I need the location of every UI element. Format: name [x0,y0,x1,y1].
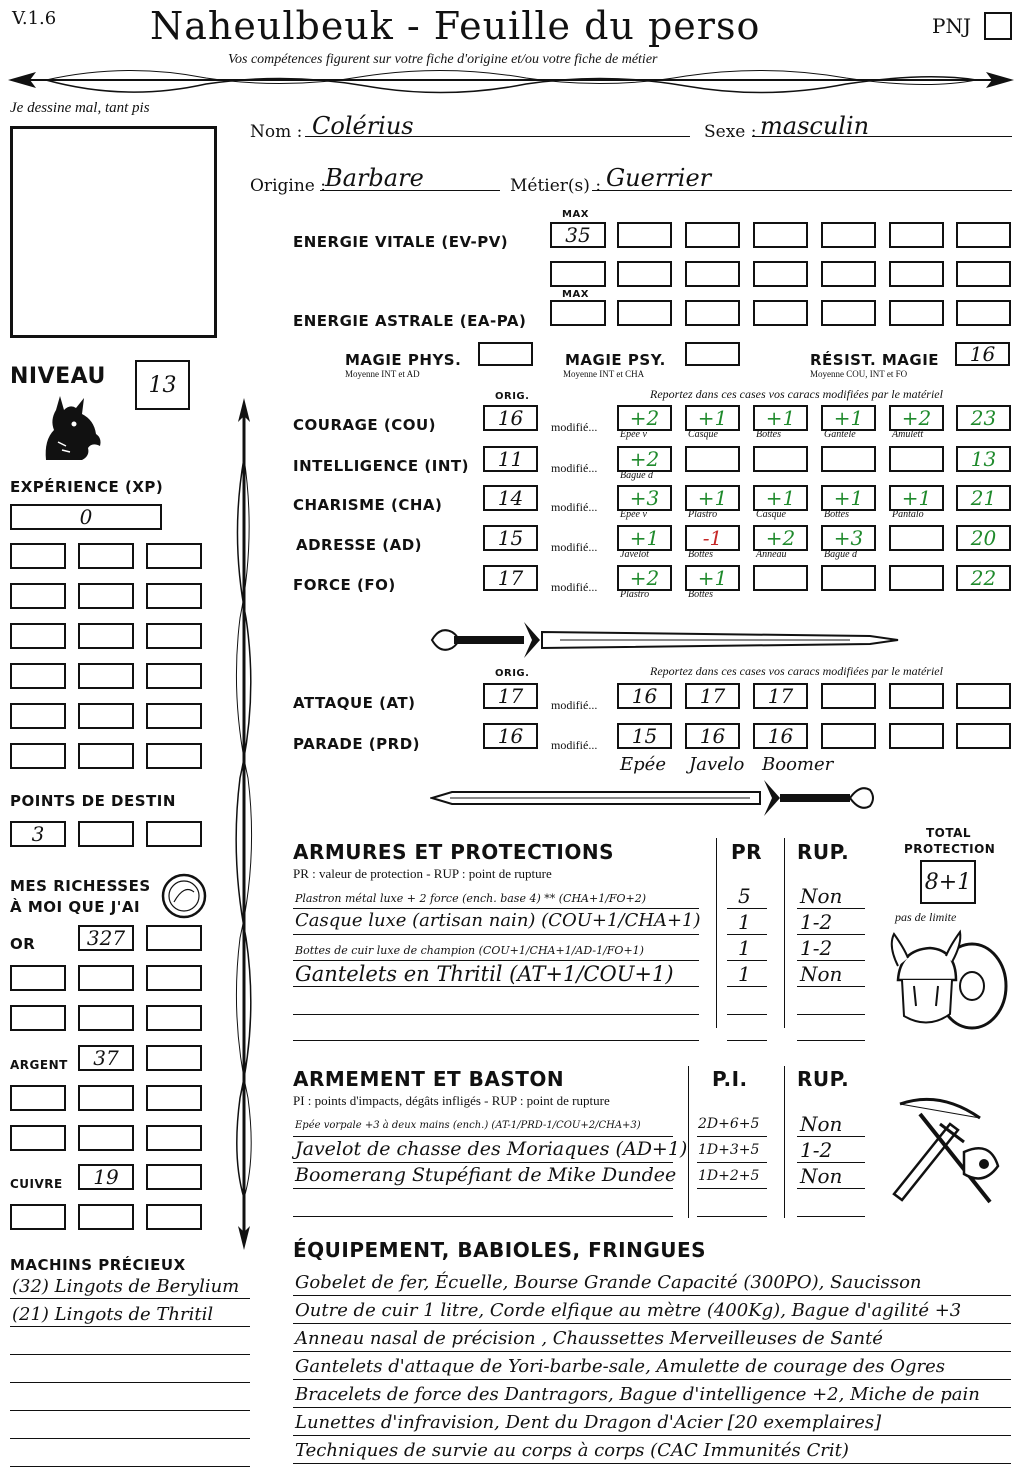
parade-mod-box[interactable] [956,723,1011,749]
weapon-rup[interactable]: Non [800,1164,843,1188]
stat-modifie-label: modifié... [551,461,598,475]
portrait-box[interactable] [10,126,217,338]
weapon-pi-line [697,1136,767,1137]
spear-divider-icon [6,66,1016,106]
precious-underline [10,1354,250,1355]
stat-mod-source: Epée v [620,429,647,440]
metier-label: Métier(s) : [510,176,602,196]
stats-note: Reportez dans ces cases vos caracs modifiées par le matériel [650,387,943,401]
wealth-box-a1[interactable] [10,965,66,991]
ev-track-box[interactable] [685,222,740,248]
destin-label: POINTS DE DESTIN [10,792,176,810]
precious-underline [10,1326,250,1327]
magie-phys-label: MAGIE PHYS. [345,351,462,369]
armor-rup-line [797,1014,865,1015]
xp-track-box[interactable] [78,703,134,729]
stat-label: CHARISME (CHA) [293,496,443,514]
armor-pr-line [727,960,767,961]
ev-track-box[interactable] [956,222,1011,248]
stat-mod-box[interactable]: +3 [617,485,672,511]
weapons-col-divider-2 [784,1066,785,1218]
wealth-box-d2[interactable] [78,1125,134,1151]
sword-divider-icon-2 [430,776,875,820]
stat-mod-source: Javelot [620,549,649,560]
ea-track-box[interactable] [821,300,876,326]
stat-label: ADRESSE (AD) [296,536,423,554]
weapon-pi[interactable]: 1D+2+5 [698,1168,760,1184]
ev-track-box[interactable] [753,261,808,287]
armor-pr-label: PR [731,840,763,864]
weapon-pi-line [697,1162,767,1163]
ev-track-box[interactable] [821,261,876,287]
stat-orig-box[interactable]: 14 [483,485,538,511]
equipment-line[interactable]: Bracelets de force des Dantragors, Bague d'intelligence +2, Miche de pain [295,1384,980,1405]
wealth-box-e1[interactable] [10,1204,66,1230]
attaque-label: ATTAQUE (AT) [293,694,416,712]
stat-modifie-label: modifié... [551,420,598,434]
armor-title: ARMURES ET PROTECTIONS [293,840,614,864]
attaque-mod-box[interactable]: 17 [685,683,740,709]
armor-pr-line [727,1014,767,1015]
magie-phys-sub: Moyenne INT et AD [345,369,420,379]
stat-mod-box[interactable]: +2 [617,446,672,472]
sexe-label: Sexe : [704,122,757,142]
niveau-box[interactable]: 13 [135,360,190,410]
ea-max-box[interactable] [550,300,606,326]
wealth-box-b2[interactable] [78,1005,134,1031]
parade-mod-box[interactable]: 16 [753,723,808,749]
weapon-name[interactable]: Javelot de chasse des Moriaques (AD+1) [295,1138,688,1160]
ev-max-label: MAX [562,209,589,220]
total-protection-label-2: PROTECTION [904,842,996,856]
armor-row-line [293,934,699,935]
equipment-underline [293,1435,1011,1436]
origine-value[interactable]: Barbare [325,164,424,192]
xp-track-box[interactable] [10,703,66,729]
portrait-caption: Je dessine mal, tant pis [10,100,150,116]
total-protection-box[interactable]: 8+1 [920,860,976,904]
combat-note: Reportez dans ces cases vos caracs modifiées par le matériel [650,664,943,678]
xp-track-box[interactable] [10,623,66,649]
equipment-line[interactable]: Lunettes d'infravision, Dent du Dragon d'Acier [20 exemplaires] [295,1412,882,1433]
ev-track-box[interactable] [550,261,606,287]
equipment-line[interactable]: Outre de cuir 1 litre, Corde elfique au mètre (400Kg), Bague d'agilité +3 [295,1300,962,1321]
stat-mod-box[interactable] [753,565,808,591]
equipment-line[interactable]: Anneau nasal de précision , Chaussettes Merveilleuses de Santé [295,1328,883,1349]
stat-mod-source: Bottes [756,429,781,440]
wealth-box-d3[interactable] [146,1125,202,1151]
armor-rup-label: RUP. [797,840,850,864]
magie-psy-sub: Moyenne INT et CHA [563,369,645,379]
stat-mod-box[interactable]: +1 [753,405,808,431]
stat-mod-box[interactable]: +1 [821,485,876,511]
magie-psy-label: MAGIE PSY. [565,351,666,369]
parade-mod-box[interactable]: 15 [617,723,672,749]
parade-label: PARADE (PRD) [293,735,421,753]
armor-col-divider-1 [716,838,717,1028]
parade-mod-box[interactable]: 16 [685,723,740,749]
equipment-line[interactable]: Gobelet de fer, Écuelle, Bourse Grande Capacité (300PO), Saucisson [295,1272,922,1293]
stat-mod-box[interactable]: +1 [685,485,740,511]
stat-total-box[interactable]: 22 [956,565,1011,591]
equipment-underline [293,1351,1011,1352]
weapon-pi-line [697,1188,767,1189]
nom-value[interactable]: Colérius [312,112,414,140]
weapon-name-2: Javelo [689,754,745,775]
ea-track-box[interactable] [685,300,740,326]
ea-track-box[interactable] [753,300,808,326]
armor-rup-line [797,960,865,961]
stat-orig-box[interactable]: 15 [483,525,538,551]
ea-track-box[interactable] [956,300,1011,326]
armor-rup[interactable]: Non [800,884,843,908]
precious-underline [10,1298,250,1299]
equipment-underline [293,1379,1011,1380]
ev-track-box[interactable] [889,261,944,287]
xp-track-box[interactable] [10,543,66,569]
stat-mod-box[interactable]: +2 [617,565,672,591]
weapons-subtitle: PI : points d'impacts, dégâts infligés - RUP : point de rupture [293,1093,610,1108]
stat-mod-box[interactable]: +1 [821,405,876,431]
ea-max-label: MAX [562,289,589,300]
version-label: V.1.6 [12,8,57,29]
wealth-box-e2[interactable] [78,1204,134,1230]
stat-mod-box[interactable]: +3 [821,525,876,551]
stat-modifie-label: modifié... [551,500,598,514]
magie-phys-box[interactable] [478,342,533,366]
weapon-row-line [293,1188,673,1189]
weapon-row-line [293,1216,673,1217]
xp-track-box[interactable] [78,663,134,689]
stat-label: COURAGE (COU) [293,416,437,434]
dragon-icon [36,390,106,464]
ev-track-box[interactable] [821,222,876,248]
ev-label: ENERGIE VITALE (EV-PV) [293,233,509,251]
parade-mod-box[interactable] [821,723,876,749]
wealth-box-a3[interactable] [146,965,202,991]
metier-value[interactable]: Guerrier [606,164,712,192]
equipment-underline [293,1407,1011,1408]
stat-mod-box[interactable] [753,446,808,472]
xp-track-box[interactable] [78,583,134,609]
stat-mod-source: Bague d [620,470,654,481]
stat-mod-box[interactable]: +1 [889,485,944,511]
combat-orig-label: ORIG. [495,668,530,679]
armor-row-line [293,1014,699,1015]
weapon-pi-line [697,1216,767,1217]
destin-box-2[interactable] [78,821,134,847]
xp-track-box[interactable] [78,543,134,569]
stat-mod-source: Bottes [688,589,713,600]
weapons-icon [880,1094,1010,1212]
equipment-underline [293,1463,1011,1464]
armor-pr[interactable]: 5 [738,884,751,908]
resist-magie-box[interactable]: 16 [955,342,1010,366]
stat-mod-box[interactable]: +1 [753,485,808,511]
ev-track-box[interactable] [889,222,944,248]
cuivre-box-2[interactable] [146,1164,202,1190]
resist-magie-label: RÉSIST. MAGIE [810,351,940,369]
attaque-mod-box[interactable] [821,683,876,709]
machins-precieux-label: MACHINS PRÉCIEUX [10,1256,186,1274]
armor-name[interactable]: Bottes de cuir luxe de champion (COU+1/CHA+1/AD-1/FO+1) [295,944,644,957]
armor-row-line [293,960,699,961]
destin-box-3[interactable] [146,821,202,847]
xp-track-box[interactable] [78,623,134,649]
equipment-title: ÉQUIPEMENT, BABIOLES, FRINGUES [293,1238,707,1262]
stat-mod-source: Bottes [688,549,713,560]
pnj-label: PNJ [932,14,971,38]
nom-label: Nom : [250,122,303,142]
stat-label: INTELLIGENCE (INT) [293,457,469,475]
stat-modifie-label: modifié... [551,540,598,554]
armor-pr-line [727,1040,767,1041]
stat-mod-source: Bague d [824,549,858,560]
weapon-name[interactable]: Boomerang Stupéfiant de Mike Dundee [295,1164,677,1186]
stat-mod-source: Plastro [688,509,718,520]
stat-orig-box[interactable]: 17 [483,565,538,591]
weapon-pi[interactable]: 2D+6+5 [698,1116,760,1132]
ev-track-box[interactable] [956,261,1011,287]
stat-mod-source: Gantele [824,429,856,440]
precious-underline [10,1382,250,1383]
limit-note: pas de limite [895,910,957,924]
stat-orig-box[interactable]: 11 [483,446,538,472]
stat-mod-source: Casque [688,429,718,440]
weapons-rup-label: RUP. [797,1067,850,1091]
wealth-box-b3[interactable] [146,1005,202,1031]
xp-track-box[interactable] [10,743,66,769]
equipment-line[interactable]: Gantelets d'attaque de Yori-barbe-sale, Amulette de courage des Ogres [295,1356,945,1377]
or-label: OR [10,935,36,953]
stat-mod-source: Casque [756,509,786,520]
argent-box[interactable]: 37 [78,1045,134,1071]
or-box[interactable]: 327 [78,925,134,951]
wealth-box-a2[interactable] [78,965,134,991]
stat-mod-box[interactable] [821,565,876,591]
armor-pr[interactable]: 1 [738,962,751,986]
precious-underline [10,1438,250,1439]
stat-label: FORCE (FO) [293,576,396,594]
equipment-line[interactable]: Techniques de survie au corps à corps (CAC Immunités Crit) [295,1440,849,1461]
stat-mod-box[interactable] [821,446,876,472]
xp-box[interactable]: 0 [10,504,162,530]
weapon-name-1: Epée [620,754,666,775]
precious-item[interactable]: (32) Lingots de Berylium [12,1276,240,1297]
stat-modifie-label: modifié... [551,580,598,594]
stat-mod-source: Pantalo [892,509,924,520]
ea-track-box[interactable] [617,300,672,326]
total-protection-label-1: TOTAL [926,826,972,840]
magie-psy-box[interactable] [685,342,740,366]
armor-pr-line [727,986,767,987]
stats-orig-label: ORIG. [495,391,530,402]
armor-subtitle: PR : valeur de protection - RUP : point de rupture [293,866,552,881]
attaque-mod-box[interactable]: 16 [617,683,672,709]
equipment-underline [293,1295,1011,1296]
armor-pr-line [727,908,767,909]
armor-row-line [293,1040,699,1041]
armor-rup-line [797,1040,865,1041]
weapons-title: ARMEMENT ET BASTON [293,1067,565,1091]
weapon-row-line [293,1162,673,1163]
stat-mod-box[interactable]: +2 [617,405,672,431]
cuivre-label: CUIVRE [10,1177,63,1191]
weapon-pi[interactable]: 1D+3+5 [698,1142,760,1158]
xp-track-box[interactable] [10,663,66,689]
armor-rup-line [797,986,865,987]
stat-mod-source: Bottes [824,509,849,520]
armor-rup[interactable]: 1-2 [800,936,833,960]
xp-track-box[interactable] [146,583,202,609]
attaque-modifie-label: modifié... [551,698,598,712]
origine-label: Origine : [250,176,326,196]
stat-mod-box[interactable]: +2 [889,405,944,431]
armor-pr-line [727,934,767,935]
wealth-box-c2[interactable] [78,1085,134,1111]
ev-track-box[interactable] [617,222,672,248]
stat-mod-box[interactable] [889,446,944,472]
armor-rup-line [797,908,865,909]
weapon-rup-line [797,1162,865,1163]
stat-mod-source: Anneau [756,549,787,560]
stat-mod-box[interactable]: -1 [685,525,740,551]
stat-mod-box[interactable]: +1 [685,405,740,431]
stat-mod-source: Epée v [620,509,647,520]
precious-item[interactable]: (21) Lingots de Thritil [12,1304,214,1325]
weapon-rup-line [797,1136,865,1137]
destin-box-1[interactable]: 3 [10,821,66,847]
stat-mod-box[interactable]: +1 [617,525,672,551]
xp-track-box[interactable] [10,583,66,609]
stat-total-box[interactable]: 20 [956,525,1011,551]
argent-box-2[interactable] [146,1045,202,1071]
xp-track-box[interactable] [146,543,202,569]
resist-magie-sub: Moyenne COU, INT et FO [810,369,908,379]
armor-name[interactable]: Gantelets en Thritil (AT+1/COU+1) [295,962,674,986]
helmet-shield-icon [890,926,1014,1038]
stat-orig-box[interactable]: 16 [483,405,538,431]
weapon-rup[interactable]: 1-2 [800,1138,833,1162]
cuivre-box[interactable]: 19 [78,1164,134,1190]
stat-mod-source: Plastro [620,589,650,600]
weapon-rup-line [797,1188,865,1189]
stat-mod-source: Amulett [892,429,924,440]
niveau-label: NIVEAU [10,364,106,389]
ea-track-box[interactable] [889,300,944,326]
equipment-underline [293,1323,1011,1324]
wealth-box-c3[interactable] [146,1085,202,1111]
parade-orig-box[interactable]: 16 [483,723,538,749]
or-box-2[interactable] [146,925,202,951]
stat-mod-box[interactable] [685,446,740,472]
precious-underline [10,1466,250,1467]
sexe-value[interactable]: masculin [760,112,870,140]
armor-name[interactable]: Plastron métal luxe + 2 force (ench. base 4) ** (CHA+1/FO+2) [295,892,647,905]
stat-mod-box[interactable] [889,565,944,591]
wealth-box-e3[interactable] [146,1204,202,1230]
wealth-box-b1[interactable] [10,1005,66,1031]
armor-row-line [293,908,699,909]
armor-rup[interactable]: Non [800,962,843,986]
parade-modifie-label: modifié... [551,738,598,752]
precious-underline [10,1410,250,1411]
page-title: Naheulbeuk - Feuille du perso [150,4,761,48]
xp-track-box[interactable] [146,743,202,769]
ea-label: ENERGIE ASTRALE (EA-PA) [293,312,527,330]
armor-pr[interactable]: 1 [738,936,751,960]
wealth-box-d1[interactable] [10,1125,66,1151]
armor-rup-line [797,934,865,935]
richesses-label-1: MES RICHESSES [10,877,151,895]
weapon-name-3: Boomer [762,754,834,775]
stat-mod-box[interactable]: +2 [753,525,808,551]
xp-label: EXPÉRIENCE (XP) [10,478,164,496]
stat-total-box[interactable]: 13 [956,446,1011,472]
attaque-mod-box[interactable] [956,683,1011,709]
ev-track-box[interactable] [617,261,672,287]
xp-track-box[interactable] [146,663,202,689]
pnj-checkbox[interactable] [984,12,1012,40]
armor-name[interactable]: Casque luxe (artisan nain) (COU+1/CHA+1) [295,910,701,931]
attaque-mod-box[interactable] [889,683,944,709]
attaque-mod-box[interactable]: 17 [753,683,808,709]
weapon-row-line [293,1136,673,1137]
ev-track-box[interactable] [685,261,740,287]
ev-track-box[interactable] [753,222,808,248]
armor-col-divider-2 [784,838,785,1028]
stat-total-box[interactable]: 23 [956,405,1011,431]
coin-icon [160,872,208,920]
weapons-pi-label: P.I. [712,1067,748,1091]
ev-max-box[interactable]: 35 [550,222,606,248]
stat-mod-box[interactable] [889,525,944,551]
stat-mod-box[interactable]: +1 [685,565,740,591]
armor-pr[interactable]: 1 [738,910,751,934]
sword-divider-icon [430,618,900,662]
attaque-orig-box[interactable]: 17 [483,683,538,709]
stat-total-box[interactable]: 21 [956,485,1011,511]
xp-track-box[interactable] [78,743,134,769]
weapon-rup[interactable]: Non [800,1112,843,1136]
argent-label: ARGENT [10,1058,68,1072]
wealth-box-c1[interactable] [10,1085,66,1111]
page-subtitle: Vos compétences figurent sur votre fiche d'origine et/ou votre fiche de métier [228,52,658,67]
xp-track-box[interactable] [146,703,202,729]
richesses-label-2: À MOI QUE J'AI [10,898,141,916]
armor-row-line [293,986,699,987]
xp-track-box[interactable] [146,623,202,649]
armor-rup[interactable]: 1-2 [800,910,833,934]
spear-vertical-icon [226,398,262,1250]
parade-mod-box[interactable] [889,723,944,749]
weapons-col-divider-1 [688,1066,689,1218]
weapon-name[interactable]: Epée vorpale +3 à deux mains (ench.) (AT-1/PRD-1/COU+2/CHA+3) [295,1120,641,1131]
weapon-rup-line [797,1216,865,1217]
